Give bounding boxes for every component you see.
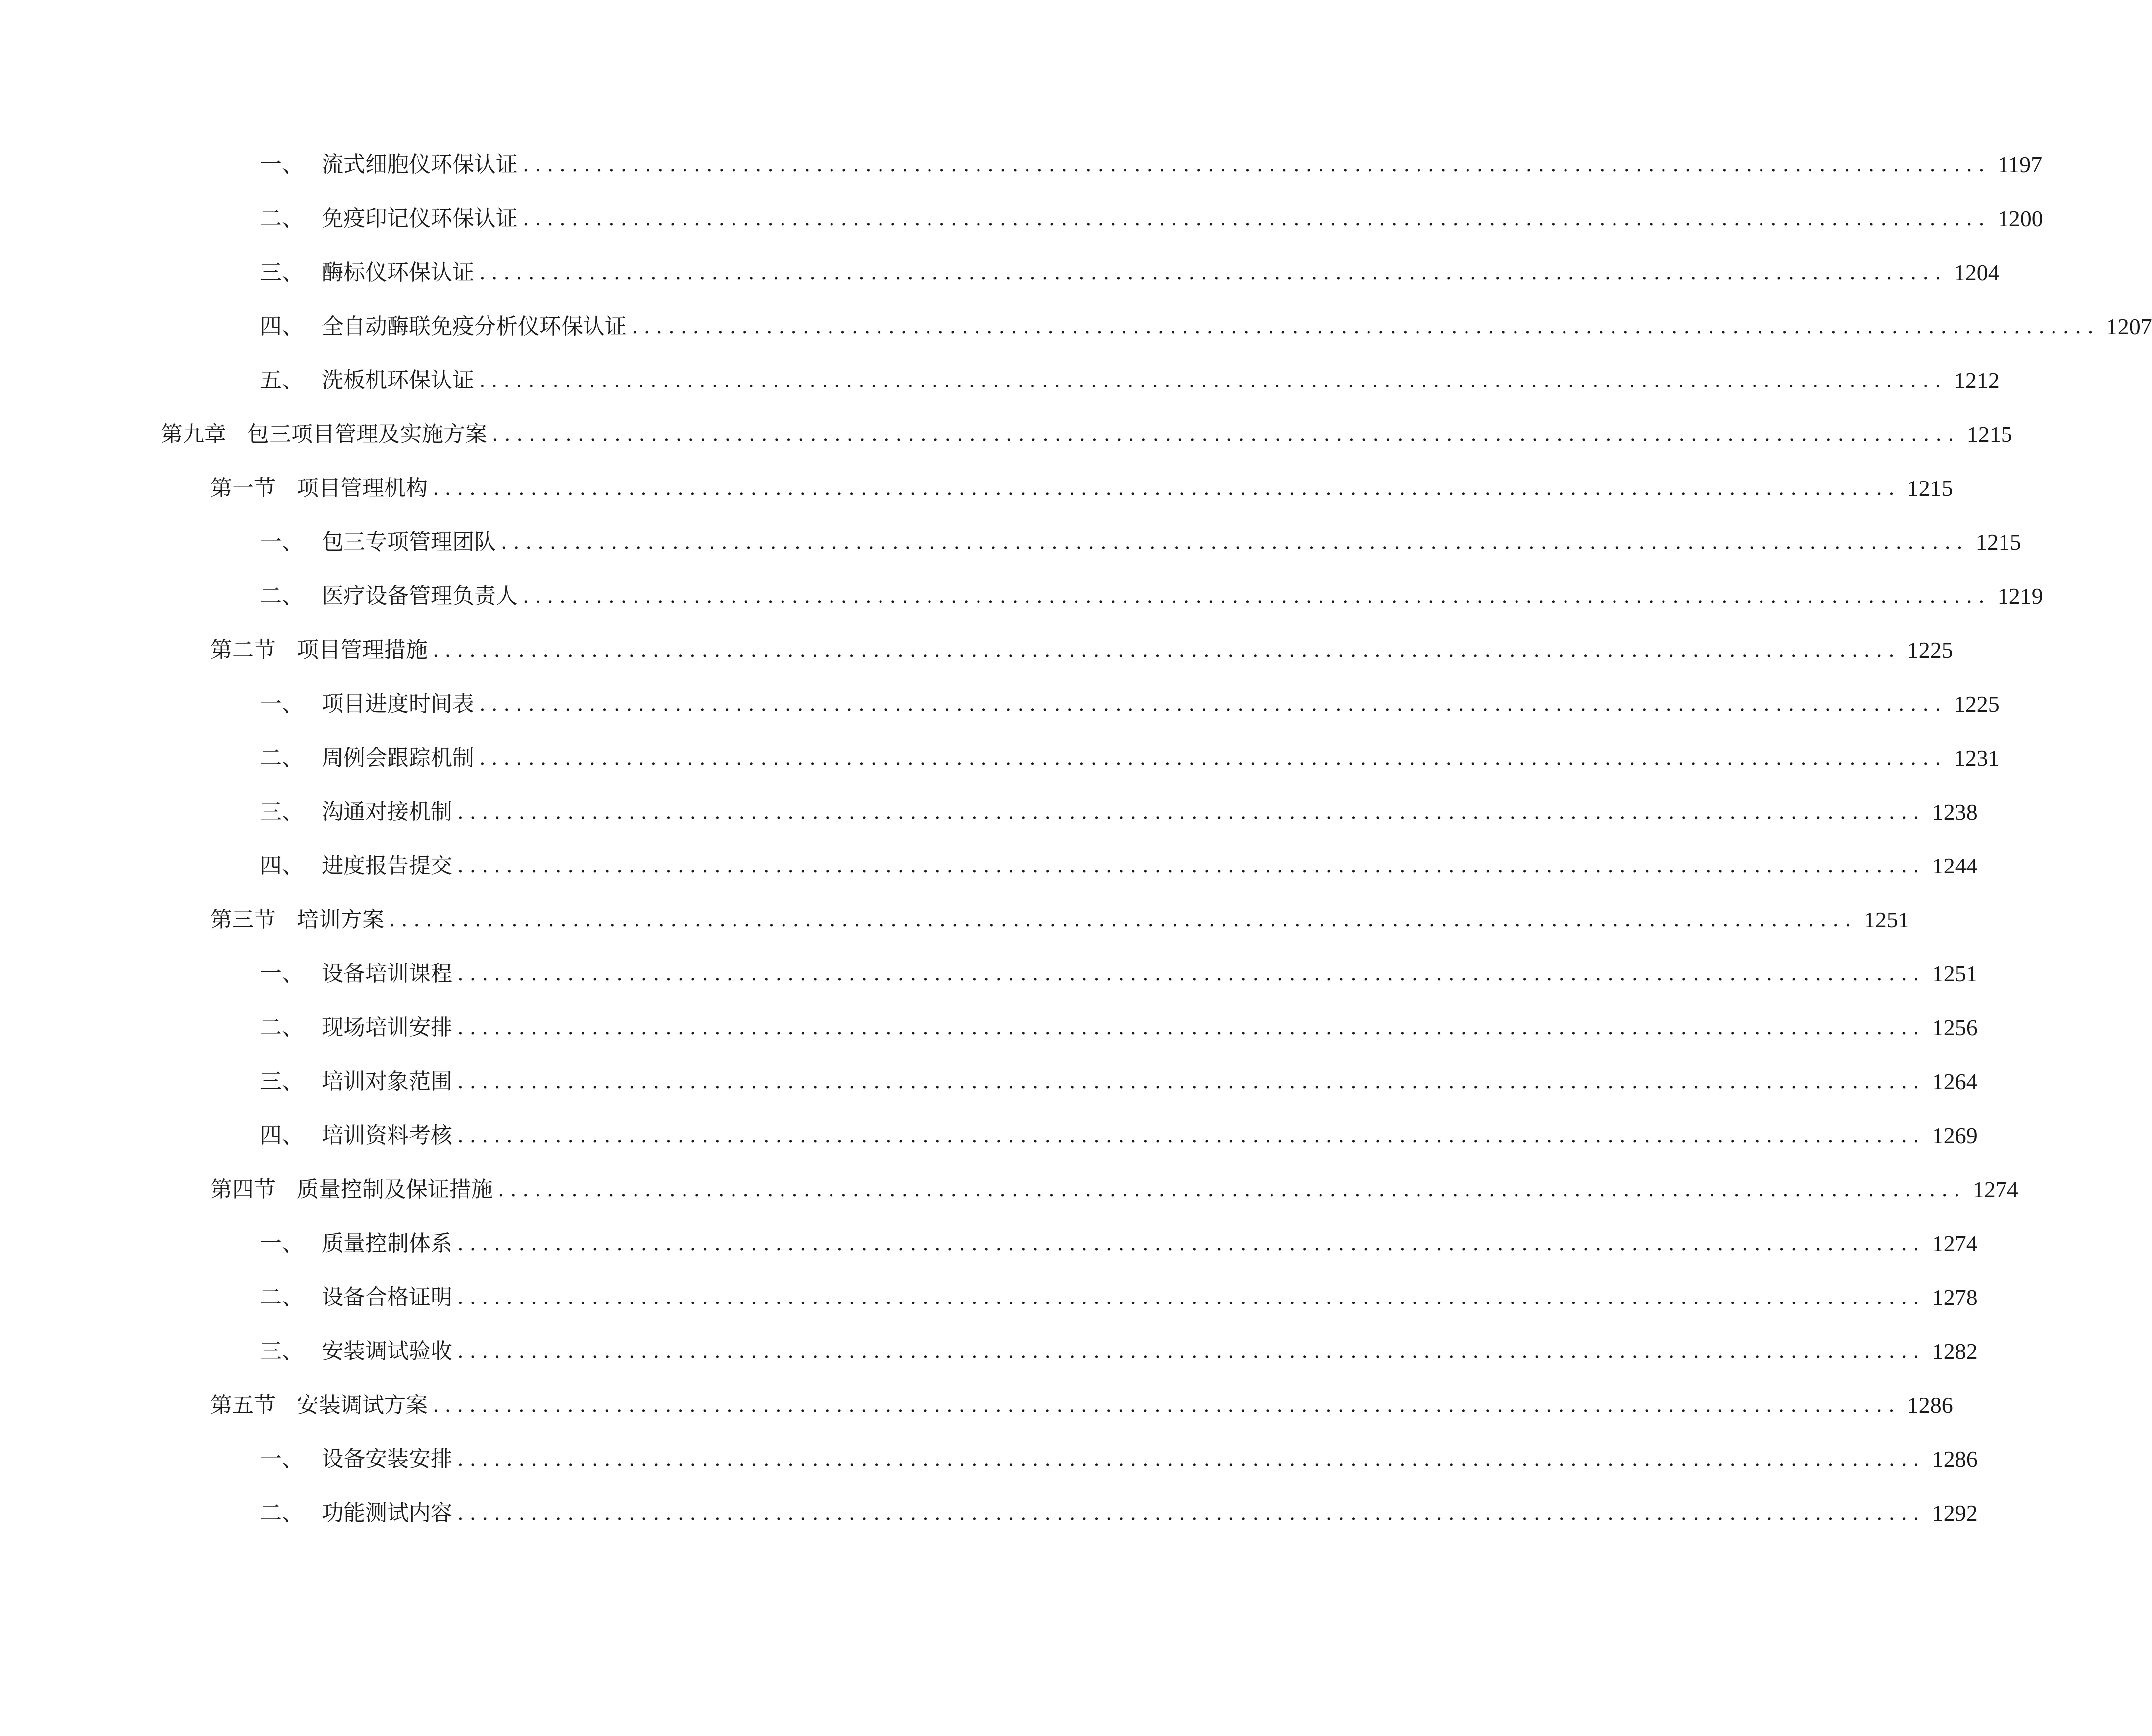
toc-entry[interactable] <box>260 1224 1978 1263</box>
toc-entry-number: 一、 <box>260 961 303 986</box>
toc-dot-leader: ........................................................................................................................ <box>498 1178 1966 1201</box>
toc-entry-page: 1215 <box>1907 476 1953 501</box>
toc-entry-section[interactable] <box>210 630 1953 670</box>
toc-entry-number: 三、 <box>260 260 303 285</box>
toc-entry-chapter[interactable] <box>161 415 2012 454</box>
toc-entry-page: 1215 <box>1966 422 2012 447</box>
toc-dot-leader: ........................................................................................................................ <box>457 963 1925 985</box>
toc-entry[interactable] <box>260 1062 1978 1102</box>
toc-dot-leader: ........................................................................................................................ <box>492 423 1960 446</box>
toc-dot-leader: ........................................................................................................................ <box>523 207 1991 230</box>
toc-entry-number: 第四节 <box>210 1177 276 1202</box>
toc-entry[interactable] <box>260 307 2152 346</box>
toc-entry-page: 1251 <box>1863 907 1909 932</box>
toc-entry-title: 安装调试验收 <box>322 1339 452 1364</box>
toc-entry-number: 第九章 <box>161 422 226 447</box>
toc-entry-page: 1207 <box>2106 314 2152 339</box>
toc-entry-title: 洗板机环保认证 <box>322 368 474 393</box>
toc-dot-leader: ........................................................................................................................ <box>479 747 1947 770</box>
toc-entry-title: 全自动酶联免疫分析仪环保认证 <box>322 314 627 339</box>
toc-entry-title: 设备培训课程 <box>322 961 452 986</box>
toc-entry-section[interactable] <box>210 1386 1953 1425</box>
toc-entry-title: 设备合格证明 <box>322 1285 452 1310</box>
toc-entry[interactable] <box>260 253 2000 292</box>
toc-entry[interactable] <box>260 1332 1978 1371</box>
toc-entry-number: 二、 <box>260 206 303 231</box>
toc-entry-page: 1264 <box>1932 1069 1978 1094</box>
toc-entry-page: 1244 <box>1932 853 1978 878</box>
toc-entry-page: 1278 <box>1932 1285 1978 1310</box>
toc-entry-title: 现场培训安排 <box>322 1015 452 1040</box>
toc-entry[interactable] <box>260 954 1978 994</box>
toc-entry-page: 1286 <box>1932 1447 1978 1472</box>
toc-dot-leader: ........................................................................................................................ <box>479 261 1947 284</box>
toc-entry-page: 1282 <box>1932 1339 1978 1364</box>
toc-entry-title: 流式细胞仪环保认证 <box>322 152 518 177</box>
toc-entry-number: 一、 <box>260 152 303 177</box>
toc-entry-number: 三、 <box>260 1339 303 1364</box>
toc-entry-page: 1197 <box>1997 152 2043 177</box>
toc-entry-number: 二、 <box>260 1500 303 1526</box>
toc-entry-page: 1286 <box>1907 1393 1953 1418</box>
toc-entry-page: 1225 <box>1907 637 1953 663</box>
toc-dot-leader: ........................................................................................................................ <box>389 909 1857 931</box>
toc-entry-number: 四、 <box>260 314 303 339</box>
toc-entry-title: 项目进度时间表 <box>322 691 474 717</box>
toc-dot-leader: ........................................................................................................................ <box>479 369 1947 392</box>
toc-entry-number: 第五节 <box>210 1393 276 1418</box>
toc-entry-title: 项目管理措施 <box>297 637 428 663</box>
toc-entry-number: 第一节 <box>210 476 276 501</box>
toc-dot-leader: ........................................................................................................................ <box>457 855 1925 877</box>
toc-dot-leader: ........................................................................................................................ <box>457 1286 1925 1309</box>
toc-entry-title: 医疗设备管理负责人 <box>322 583 518 609</box>
toc-dot-leader: ........................................................................................................................ <box>523 585 1991 608</box>
toc-entry[interactable] <box>260 1494 1978 1533</box>
toc-entry[interactable] <box>260 684 2000 724</box>
toc-entry-section[interactable] <box>210 469 1953 508</box>
toc-dot-leader: ........................................................................................................................ <box>433 1394 1901 1417</box>
toc-dot-leader: ........................................................................................................................ <box>457 801 1925 823</box>
toc-entry-page: 1215 <box>1975 530 2021 555</box>
toc-entry-number: 一、 <box>260 1447 303 1472</box>
toc-entry[interactable] <box>260 523 2021 562</box>
toc-entry-number: 二、 <box>260 745 303 771</box>
toc-entry[interactable] <box>260 1440 1978 1479</box>
toc-entry-title: 免疫印记仪环保认证 <box>322 206 518 231</box>
toc-entry-title: 培训方案 <box>297 907 384 932</box>
toc-entry-number: 第二节 <box>210 637 276 663</box>
toc-entry[interactable] <box>260 738 2000 778</box>
toc-entry-page: 1204 <box>1954 260 2000 285</box>
toc-entry-page: 1274 <box>1972 1177 2018 1202</box>
toc-entry-page: 1274 <box>1932 1231 1978 1256</box>
toc-entry-title: 培训资料考核 <box>322 1123 452 1148</box>
toc-entry-title: 包三项目管理及实施方案 <box>247 422 487 447</box>
toc-entry[interactable] <box>260 577 2043 616</box>
toc-entry-title: 质量控制及保证措施 <box>297 1177 493 1202</box>
toc-entry[interactable] <box>260 145 2043 185</box>
toc-entry-title: 沟通对接机制 <box>322 799 452 824</box>
toc-dot-leader: ........................................................................................................................ <box>457 1340 1925 1363</box>
toc-entry[interactable] <box>260 361 2000 400</box>
toc-entry-title: 设备安装安排 <box>322 1447 452 1472</box>
toc-entry-number: 二、 <box>260 1285 303 1310</box>
toc-entry-number: 一、 <box>260 1231 303 1256</box>
toc-entry-number: 四、 <box>260 1123 303 1148</box>
toc-entry-page: 1200 <box>1997 206 2043 231</box>
toc-dot-leader: ........................................................................................................................ <box>457 1232 1925 1255</box>
toc-entry-section[interactable] <box>210 900 1909 940</box>
toc-entry-number: 第三节 <box>210 907 276 932</box>
toc-dot-leader: ........................................................................................................................ <box>457 1124 1925 1147</box>
toc-entry-number: 一、 <box>260 530 303 555</box>
toc-dot-leader: ........................................................................................................................ <box>501 531 1969 554</box>
toc-entry-number: 四、 <box>260 853 303 878</box>
toc-dot-leader: ........................................................................................................................ <box>457 1070 1925 1093</box>
toc-entry-page: 1225 <box>1954 691 2000 717</box>
toc-entry[interactable] <box>260 846 1978 886</box>
toc-entry[interactable] <box>260 1116 1978 1156</box>
toc-entry-title: 周例会跟踪机制 <box>322 745 474 771</box>
toc-entry[interactable] <box>260 199 2043 239</box>
toc-entry-page: 1269 <box>1932 1123 1978 1148</box>
toc-dot-leader: ........................................................................................................................ <box>457 1016 1925 1039</box>
toc-entry-title: 安装调试方案 <box>297 1393 428 1418</box>
toc-entry-page: 1251 <box>1932 961 1978 986</box>
toc-entry-page: 1256 <box>1932 1015 1978 1040</box>
toc-entry-title: 功能测试内容 <box>322 1500 452 1526</box>
toc-dot-leader: ........................................................................................................................ <box>457 1502 1925 1525</box>
toc-dot-leader: ........................................................................................................................ <box>632 315 2100 338</box>
toc-entry-section[interactable] <box>210 1170 2018 1209</box>
toc-entry[interactable] <box>260 792 1978 832</box>
toc-entry-number: 三、 <box>260 799 303 824</box>
toc-entry-page: 1219 <box>1997 583 2043 609</box>
toc-entry-title: 质量控制体系 <box>322 1231 452 1256</box>
toc-entry[interactable] <box>260 1278 1978 1317</box>
toc-dot-leader: ........................................................................................................................ <box>433 639 1901 662</box>
toc-dot-leader: ........................................................................................................................ <box>433 477 1901 500</box>
toc-dot-leader: ........................................................................................................................ <box>523 153 1991 176</box>
toc-entry-title: 酶标仪环保认证 <box>322 260 474 285</box>
toc-entry-page: 1292 <box>1932 1500 1978 1526</box>
toc-dot-leader: ........................................................................................................................ <box>457 1448 1925 1471</box>
toc-entry-title: 培训对象范围 <box>322 1069 452 1094</box>
toc-entry-page: 1231 <box>1954 745 2000 771</box>
toc-entry-page: 1238 <box>1932 799 1978 824</box>
toc-entry-number: 二、 <box>260 583 303 609</box>
toc-entry-title: 包三专项管理团队 <box>322 530 496 555</box>
toc-entry-title: 项目管理机构 <box>297 476 428 501</box>
toc-entry-page: 1212 <box>1954 368 2000 393</box>
toc-entry-number: 五、 <box>260 368 303 393</box>
toc-entry-number: 二、 <box>260 1015 303 1040</box>
toc-entry-number: 一、 <box>260 691 303 717</box>
toc-entry-number: 三、 <box>260 1069 303 1094</box>
toc-entry-title: 进度报告提交 <box>322 853 452 878</box>
toc-dot-leader: ........................................................................................................................ <box>479 693 1947 716</box>
toc-entry[interactable] <box>260 1008 1978 1048</box>
